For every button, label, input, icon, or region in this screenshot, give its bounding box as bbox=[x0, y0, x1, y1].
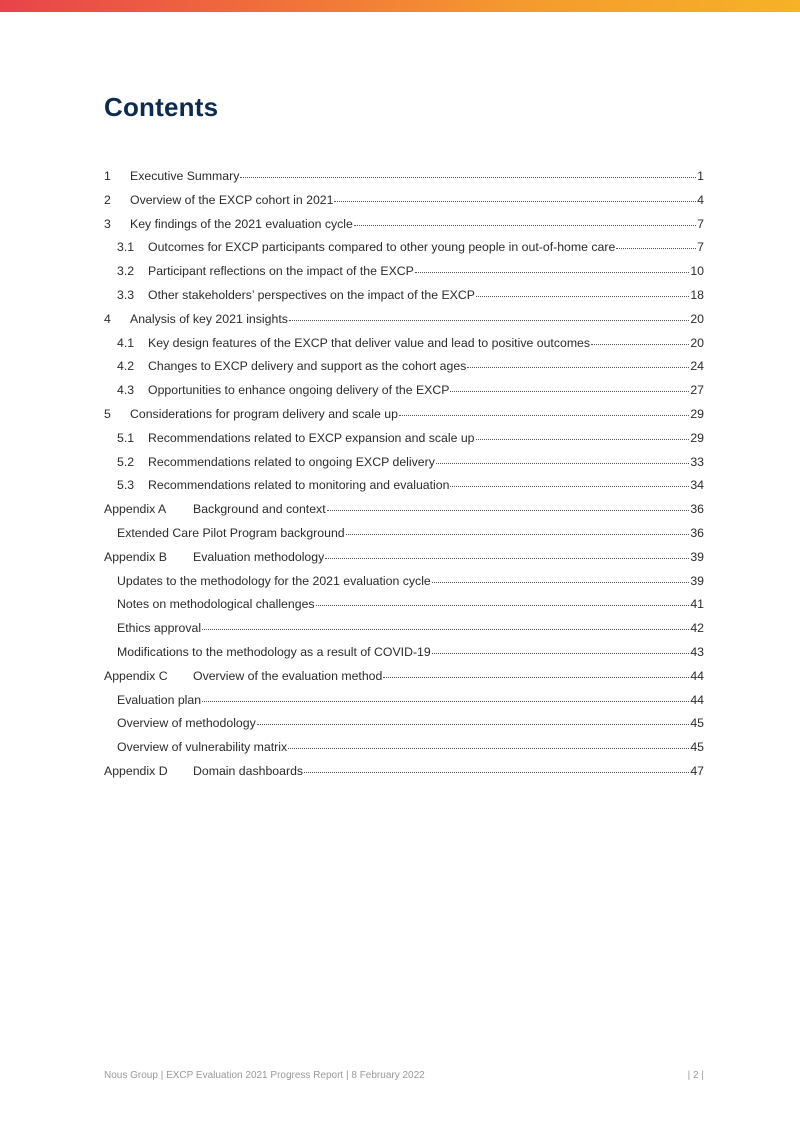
toc-entry-number: 5.3 bbox=[117, 478, 135, 493]
toc-entry-title: Participant reflections on the impact of the EXCP bbox=[148, 264, 414, 279]
toc-entry-page: 39 bbox=[690, 549, 704, 564]
toc-entry-page: 20 bbox=[690, 311, 704, 326]
toc-entry-page: 20 bbox=[690, 335, 704, 350]
toc-dot-leader bbox=[616, 248, 696, 249]
toc-entry-number: Appendix B bbox=[104, 549, 167, 564]
toc-dot-leader bbox=[202, 701, 689, 702]
toc-entry[interactable] bbox=[104, 165, 704, 189]
toc-entry-title: Outcomes for EXCP participants compared to other young people in out-of-home care bbox=[148, 240, 616, 255]
toc-dot-leader bbox=[316, 605, 690, 606]
toc-entry-number: 3.2 bbox=[117, 264, 135, 279]
toc-dot-leader bbox=[450, 486, 689, 487]
toc-dot-leader bbox=[432, 582, 690, 583]
footer-text: Nous Group | EXCP Evaluation 2021 Progress Report | 8 February 2022 bbox=[104, 1070, 425, 1081]
toc-entry-title: Overview of the EXCP cohort in 2021 bbox=[130, 192, 334, 207]
toc-entry[interactable] bbox=[104, 213, 704, 237]
toc-dot-leader bbox=[432, 653, 690, 654]
toc-entry[interactable] bbox=[104, 379, 704, 403]
toc-appendix-entry[interactable] bbox=[104, 760, 704, 784]
toc-dot-leader bbox=[399, 415, 689, 416]
toc-entry[interactable] bbox=[104, 332, 704, 356]
toc-entry[interactable] bbox=[104, 451, 704, 475]
toc-entry-page: 4 bbox=[697, 192, 704, 207]
toc-entry[interactable] bbox=[104, 308, 704, 332]
toc-dot-leader bbox=[591, 344, 689, 345]
toc-entry-page: 45 bbox=[690, 716, 704, 731]
toc-dot-leader bbox=[334, 201, 696, 202]
toc-dot-leader bbox=[354, 225, 696, 226]
toc-entry-title: Key findings of the 2021 evaluation cycle bbox=[130, 216, 353, 231]
toc-dot-leader bbox=[240, 177, 696, 178]
toc-entry[interactable] bbox=[104, 593, 704, 617]
toc-entry-page: 44 bbox=[690, 692, 704, 707]
toc-entry-page: 39 bbox=[690, 573, 704, 588]
toc-dot-leader bbox=[289, 320, 689, 321]
toc-dot-leader bbox=[346, 534, 690, 535]
toc-entry-title: Other stakeholders’ perspectives on the impact of the EXCP bbox=[148, 287, 475, 302]
toc-entry-title: Modifications to the methodology as a result of COVID-19 bbox=[117, 644, 431, 659]
toc-dot-leader bbox=[304, 772, 689, 773]
toc-dot-leader bbox=[325, 558, 689, 559]
toc-dot-leader bbox=[415, 272, 689, 273]
toc-appendix-entry[interactable] bbox=[104, 498, 704, 522]
toc-entry-number: 4.3 bbox=[117, 383, 135, 398]
toc-entry-page: 41 bbox=[690, 597, 704, 612]
top-gradient-bar bbox=[0, 0, 800, 12]
toc-entry-title: Extended Care Pilot Program background bbox=[117, 525, 345, 540]
toc-entry-page: 47 bbox=[690, 763, 704, 778]
toc-entry-page: 1 bbox=[697, 169, 704, 183]
toc-entry-page: 33 bbox=[690, 454, 704, 469]
toc-entry-number: 4 bbox=[104, 311, 111, 326]
toc-dot-leader bbox=[383, 677, 689, 678]
toc-entry-title: Recommendations related to ongoing EXCP delivery bbox=[148, 454, 435, 469]
toc-dot-leader bbox=[288, 748, 689, 749]
toc-entry-title: Executive Summary bbox=[130, 169, 240, 183]
toc-appendix-entry[interactable] bbox=[104, 546, 704, 570]
toc-dot-leader bbox=[467, 367, 689, 368]
toc-entry-page: 18 bbox=[690, 287, 704, 302]
toc-entry-number: 5.1 bbox=[117, 430, 135, 445]
toc-entry[interactable] bbox=[104, 260, 704, 284]
toc-entry[interactable] bbox=[104, 355, 704, 379]
toc-entry[interactable] bbox=[104, 474, 704, 498]
page-footer bbox=[104, 1070, 704, 1081]
toc-entry-title: Changes to EXCP delivery and support as the cohort ages bbox=[148, 359, 467, 374]
toc-entry-page: 7 bbox=[697, 216, 704, 231]
toc-entry-number: 3.3 bbox=[117, 287, 135, 302]
toc-entry[interactable] bbox=[104, 403, 704, 427]
toc-entry-number: Appendix A bbox=[104, 502, 167, 517]
toc-entry-title: Domain dashboards bbox=[193, 763, 304, 778]
toc-dot-leader bbox=[436, 463, 689, 464]
toc-entry-number: 1 bbox=[104, 169, 111, 183]
toc-entry-number: 5 bbox=[104, 406, 111, 421]
toc-entry-page: 43 bbox=[690, 644, 704, 659]
toc-entry-page: 34 bbox=[690, 478, 704, 493]
toc-dot-leader bbox=[257, 724, 690, 725]
toc-entry-number: 5.2 bbox=[117, 454, 135, 469]
toc-entry-number: Appendix D bbox=[104, 763, 168, 778]
toc-entry[interactable] bbox=[104, 736, 704, 760]
toc-entry-number: 2 bbox=[104, 192, 111, 207]
toc-entry[interactable] bbox=[104, 522, 704, 546]
toc-entry-title: Updates to the methodology for the 2021 evaluation cycle bbox=[117, 573, 431, 588]
toc-dot-leader bbox=[476, 296, 689, 297]
toc-entry-title: Overview of the evaluation method bbox=[193, 668, 383, 683]
toc-dot-leader bbox=[202, 629, 689, 630]
toc-entry-page: 44 bbox=[690, 668, 704, 683]
toc-entry-title: Key design features of the EXCP that deliver value and lead to positive outcomes bbox=[148, 335, 591, 350]
toc-entry-page: 36 bbox=[690, 502, 704, 517]
toc-entry-title: Evaluation plan bbox=[117, 692, 202, 707]
toc-entry-title: Analysis of key 2021 insights bbox=[130, 311, 288, 326]
toc-entry-title: Opportunities to enhance ongoing delivery of the EXCP bbox=[148, 383, 450, 398]
toc-entry-page: 27 bbox=[690, 383, 704, 398]
toc-entry-title: Recommendations related to monitoring and evaluation bbox=[148, 478, 450, 493]
toc-entry[interactable] bbox=[104, 641, 704, 665]
toc-entry-page: 42 bbox=[690, 621, 704, 636]
toc-dot-leader bbox=[450, 391, 689, 392]
toc-entry-title: Overview of methodology bbox=[117, 716, 256, 731]
toc-entry-page: 7 bbox=[697, 240, 704, 255]
toc-entry[interactable] bbox=[104, 689, 704, 713]
toc-entry-title: Considerations for program delivery and scale up bbox=[130, 406, 398, 421]
toc-dot-leader bbox=[476, 439, 690, 440]
toc-entry-title: Notes on methodological challenges bbox=[117, 597, 315, 612]
page-number: | 2 | bbox=[687, 1070, 704, 1081]
toc-entry[interactable] bbox=[104, 427, 704, 451]
toc-entry[interactable] bbox=[104, 236, 704, 260]
toc-entry-page: 45 bbox=[690, 740, 704, 755]
toc-dot-leader bbox=[327, 510, 690, 511]
toc-entry-number: 3.1 bbox=[117, 240, 135, 255]
toc-entry-page: 10 bbox=[690, 264, 704, 279]
toc-entry-page: 24 bbox=[690, 359, 704, 374]
toc-entry-number: Appendix C bbox=[104, 668, 168, 683]
toc-entry-title: Overview of vulnerability matrix bbox=[117, 740, 288, 755]
table-of-contents bbox=[104, 165, 704, 784]
toc-entry-title: Recommendations related to EXCP expansion and scale up bbox=[148, 430, 475, 445]
toc-entry-title: Ethics approval bbox=[117, 621, 202, 636]
toc-entry-title: Background and context bbox=[193, 502, 326, 517]
toc-entry-page: 29 bbox=[690, 430, 704, 445]
toc-entry[interactable] bbox=[104, 189, 704, 213]
toc-entry[interactable] bbox=[104, 617, 704, 641]
toc-entry[interactable] bbox=[104, 284, 704, 308]
toc-entry-number: 3 bbox=[104, 216, 111, 231]
toc-entry-number: 4.1 bbox=[117, 335, 135, 350]
toc-entry-page: 36 bbox=[690, 525, 704, 540]
toc-entry[interactable] bbox=[104, 712, 704, 736]
toc-appendix-entry[interactable] bbox=[104, 665, 704, 689]
toc-entry-page: 29 bbox=[690, 406, 704, 421]
toc-entry[interactable] bbox=[104, 570, 704, 594]
page-title: Contents bbox=[104, 92, 219, 122]
toc-entry-number: 4.2 bbox=[117, 359, 135, 374]
toc-entry-title: Evaluation methodology bbox=[193, 549, 325, 564]
